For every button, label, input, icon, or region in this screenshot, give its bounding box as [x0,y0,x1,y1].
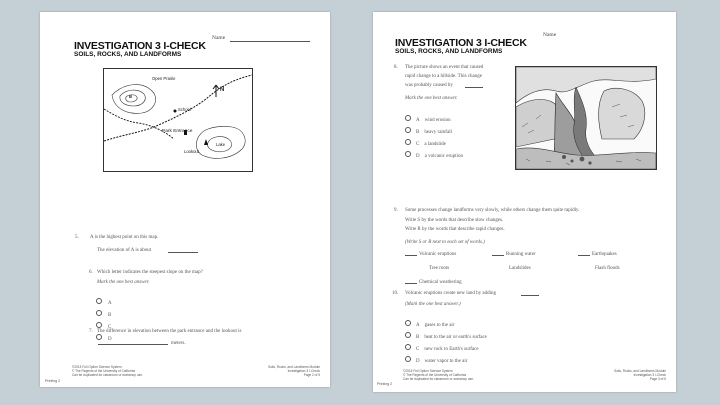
map-drawing [104,69,252,171]
question-10-answer-blank[interactable] [521,290,539,296]
question-10-option-d[interactable] [405,349,467,367]
question-5-number: 5. [75,235,79,240]
item-landslides: Landslides [509,266,531,271]
name-label: Name [212,35,226,41]
option-text: water vapor to the air [424,359,468,364]
question-6-number: 6. [89,270,93,275]
footer-right [268,365,320,377]
footer-investigation: Investigation 3 I-Check [633,373,666,377]
option-letter: B [108,313,112,318]
footer-regents: © The Regents of the University of California [72,369,136,373]
item-volcanic-eruptions: Volcanic eruptions [419,252,457,257]
footer-investigation: Investigation 3 I-Check [287,369,320,373]
item-running-water: Running water [506,252,536,257]
question-8-line-3: was probably caused by [405,83,453,88]
item-chemical-weathering: Chemical weathering [419,280,462,285]
footer-left [403,369,474,381]
option-text: heavy rainfall [424,130,452,135]
footer-module: Soils, Rocks, and Landforms Module [614,369,666,373]
footer-regents: © The Regents of the University of California [403,373,467,377]
question-10-instruction: (Mark the one best answer.) [405,302,461,307]
page-title: INVESTIGATION 3 I-CHECK [74,40,206,52]
question-9-line-2: Write S by the words that describe slow changes. [405,218,504,223]
name-line [230,41,310,42]
option-text: gases to the air [424,323,455,328]
map-label-lookout: Lookout [184,149,199,154]
footer-page-number: Page 3 of 5 [649,377,666,381]
question-8-answer-blank[interactable] [465,82,483,88]
footer-copyright: ©2015 Full Option Science System [72,365,122,369]
contour-line-b [112,85,156,114]
footer-right [614,369,666,381]
option-letter: A [416,118,420,123]
name-label: Name [543,32,557,38]
landslide-drawing [516,67,656,169]
question-8-line-2: rapid change to a hillside. This change [405,74,482,79]
option-text: a volcanic eruption [424,154,463,159]
option-letter: C [416,347,420,352]
worksheet-page-right [373,12,676,392]
printing-label: Printing 2 [377,382,393,386]
north-arrow-icon [213,85,219,97]
question-6-text: Which letter indicates the steepest slope on the map? [97,270,203,275]
printing-label: Printing 2 [45,379,61,383]
question-9-number: 9. [394,208,398,213]
question-6-instruction: Mark the one best answer. [97,280,150,285]
question-5-answer-blank[interactable] [168,247,198,253]
map-label-school: School [178,107,191,112]
map-north-label: N [220,87,225,93]
option-letter: C [108,325,112,330]
page-subtitle: SOILS, ROCKS, AND LANDFORMS [395,48,503,55]
question-7-answer-blank[interactable] [98,339,168,345]
question-9-line-3: Write R by the words that describe rapid changes. [405,227,505,232]
lookout-marker [204,139,208,145]
question-8-number: 8. [394,65,398,70]
question-5-prefix: The elevation of A is about [97,248,152,253]
option-letter: D [416,359,420,364]
map-label-open-prairie: Open Prairie [152,76,176,81]
option-letter: A [416,323,420,328]
map-label-park-entrance: Park Entrance [162,129,193,134]
radio-circle-icon[interactable] [405,356,411,362]
answer-blank-earthquakes[interactable] [578,250,590,256]
page-subtitle: SOILS, ROCKS, AND LANDFORMS [74,51,182,58]
footer-duplicate: Can be duplicated for classroom or workshop use. [403,377,474,381]
worksheet-page-left [40,12,330,387]
answer-blank-chemical-weathering[interactable] [405,278,417,284]
question-5-text: A is the highest point on this map. [90,235,159,240]
footer-duplicate: Can be duplicated for classroom or workshop use. [72,373,143,377]
radio-circle-icon[interactable] [405,151,411,157]
item-flash-floods: Flash floods [595,266,620,271]
map-point-b: B [129,94,133,99]
option-letter: A [108,301,112,306]
footer-page-number: Page 2 of 5 [303,373,320,377]
option-text: heat to the air or earth's surface [424,335,487,340]
option-letter: D [108,337,112,342]
map-label-lake: Lake [216,142,226,147]
option-letter: B [416,335,420,340]
question-7-suffix: meters. [171,341,186,346]
question-9-line-1: Some processes change landforms very slowly, while others change them quite rapidly. [405,208,580,213]
option-letter: D [416,154,420,159]
footer-copyright: ©2015 Full Option Science System [403,369,453,373]
footer-left [72,365,143,377]
item-earthquakes: Earthquakes [592,252,617,257]
option-text: a landslide [424,142,446,147]
page-title: INVESTIGATION 3 I-CHECK [395,37,527,49]
option-text: wind erosion [424,118,451,123]
question-9-instruction: (Write S or R next to each set of words.) [405,240,485,245]
footer-module: Soils, Rocks, and Landforms Module [268,365,320,369]
question-10-text: Volcanic eruptions create new land by adding [405,291,496,296]
question-8-option-d[interactable] [405,144,463,162]
question-8-instruction: Mark the one best answer. [405,96,458,101]
landslide-illustration [515,66,657,170]
contour-line-b-inner [120,90,145,106]
topographic-map [103,68,253,172]
answer-blank-volcanic-eruptions[interactable] [405,250,417,256]
question-7-number: 7. [89,329,93,334]
option-letter: B [416,130,420,135]
school-marker [174,110,177,113]
question-10-number: 10. [392,291,399,296]
option-letter: C [416,142,420,147]
item-tree-roots: Tree roots [429,266,450,271]
answer-blank-running-water[interactable] [492,250,504,256]
option-text: new rock to Earth's surface [424,347,479,352]
question-7-text: The difference in elevation between the park entrance and the lookout is [97,329,242,334]
question-8-line-1: The picture shows an event that caused [405,65,484,70]
